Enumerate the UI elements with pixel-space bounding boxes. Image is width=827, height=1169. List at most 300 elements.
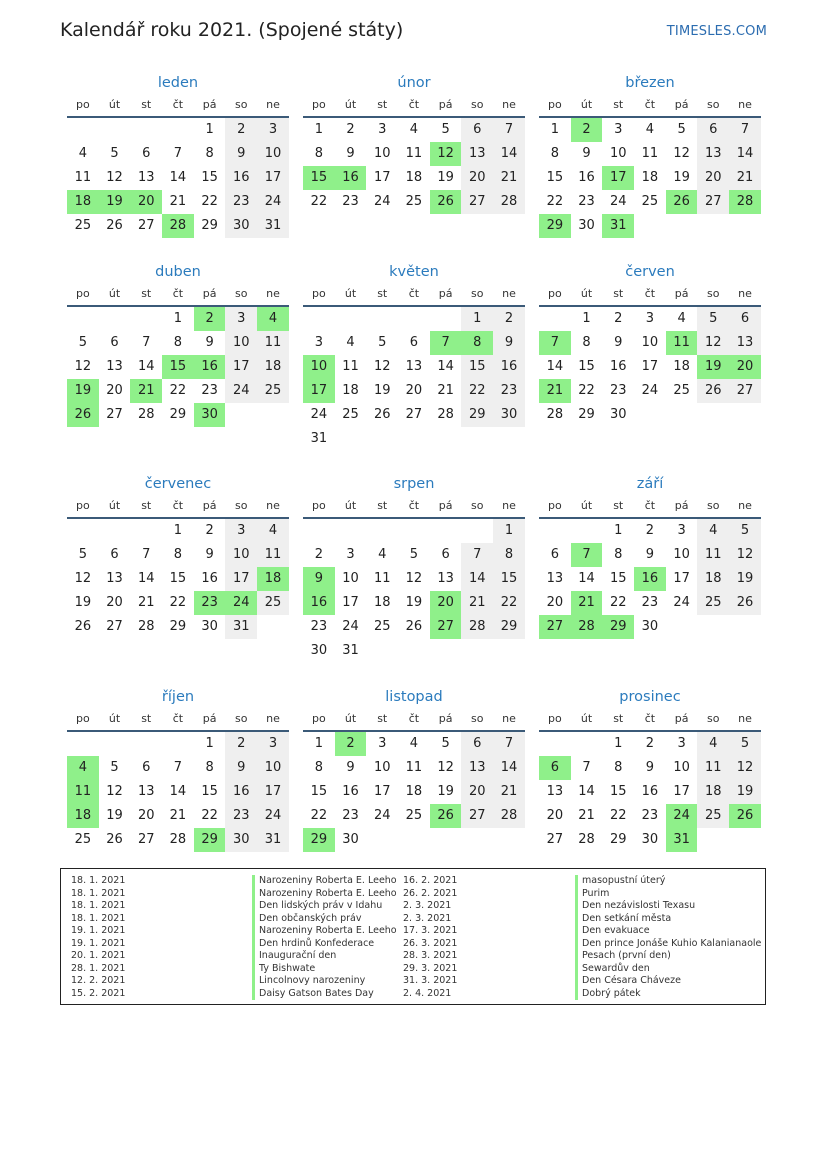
holiday-day[interactable]: 19 <box>67 379 99 403</box>
day[interactable]: 26 <box>106 832 123 847</box>
holiday-day[interactable]: 31 <box>602 214 634 238</box>
holiday-day[interactable]: 24 <box>225 591 257 615</box>
day[interactable]: 8 <box>314 760 323 775</box>
holiday-day[interactable]: 29 <box>194 828 226 852</box>
day[interactable]: 26 <box>373 407 391 422</box>
day[interactable]: 10 <box>609 146 627 161</box>
day[interactable]: 17 <box>225 567 257 591</box>
holiday-day[interactable]: 28 <box>162 214 194 238</box>
day[interactable]: 21 <box>169 194 187 209</box>
day[interactable]: 21 <box>169 808 187 823</box>
day[interactable]: 21 <box>437 383 454 398</box>
day[interactable]: 18 <box>697 780 729 804</box>
day[interactable]: 4 <box>697 732 729 756</box>
day[interactable]: 14 <box>169 170 187 185</box>
day[interactable]: 9 <box>645 547 655 562</box>
day[interactable]: 22 <box>609 595 627 610</box>
day[interactable]: 21 <box>578 808 595 823</box>
day[interactable]: 29 <box>578 407 595 422</box>
day[interactable]: 5 <box>441 122 450 137</box>
holiday-day[interactable]: 17 <box>303 379 335 403</box>
day[interactable]: 1 <box>493 519 525 543</box>
day[interactable]: 19 <box>437 784 454 799</box>
holiday-day[interactable]: 16 <box>303 591 335 615</box>
day[interactable]: 30 <box>641 619 659 634</box>
day[interactable]: 1 <box>550 122 559 137</box>
day[interactable]: 30 <box>609 407 627 422</box>
day[interactable]: 7 <box>142 335 151 350</box>
day[interactable]: 3 <box>645 311 655 326</box>
day[interactable]: 22 <box>609 808 627 823</box>
day[interactable]: 17 <box>373 170 391 185</box>
day[interactable]: 4 <box>378 547 387 562</box>
day[interactable]: 20 <box>461 780 493 804</box>
day[interactable]: 5 <box>110 760 119 775</box>
day[interactable]: 1 <box>205 736 214 751</box>
day[interactable]: 14 <box>729 142 761 166</box>
day[interactable]: 23 <box>578 194 595 209</box>
day[interactable]: 13 <box>137 784 155 799</box>
holiday-day[interactable]: 26 <box>67 403 99 427</box>
day[interactable]: 28 <box>437 407 454 422</box>
day[interactable]: 11 <box>342 359 359 374</box>
day[interactable]: 28 <box>546 407 564 422</box>
holiday-day[interactable]: 26 <box>729 804 761 828</box>
day[interactable]: 31 <box>257 828 289 852</box>
day[interactable]: 14 <box>578 784 595 799</box>
day[interactable]: 11 <box>697 543 729 567</box>
day[interactable]: 10 <box>373 760 391 775</box>
day[interactable]: 30 <box>641 832 659 847</box>
day[interactable]: 20 <box>106 383 123 398</box>
day[interactable]: 31 <box>310 431 328 446</box>
holiday-day[interactable]: 6 <box>539 756 571 780</box>
day[interactable]: 1 <box>582 311 591 326</box>
day[interactable]: 9 <box>645 760 655 775</box>
day[interactable]: 13 <box>461 756 493 780</box>
holiday-day[interactable]: 26 <box>666 190 698 214</box>
day[interactable]: 8 <box>205 760 214 775</box>
day[interactable]: 8 <box>173 547 183 562</box>
holiday-day[interactable]: 20 <box>430 591 462 615</box>
day[interactable]: 22 <box>169 383 187 398</box>
day[interactable]: 18 <box>373 595 391 610</box>
day[interactable]: 14 <box>493 142 525 166</box>
day[interactable]: 19 <box>673 170 690 185</box>
day[interactable]: 18 <box>673 359 690 374</box>
day[interactable]: 12 <box>697 331 729 355</box>
day[interactable]: 24 <box>609 194 627 209</box>
day[interactable]: 30 <box>225 214 257 238</box>
day[interactable]: 13 <box>405 359 423 374</box>
holiday-day[interactable]: 28 <box>571 615 603 639</box>
day[interactable]: 27 <box>405 407 423 422</box>
day[interactable]: 14 <box>169 784 187 799</box>
day[interactable]: 10 <box>673 547 690 562</box>
holiday-day[interactable]: 21 <box>130 379 162 403</box>
day[interactable]: 21 <box>729 166 761 190</box>
holiday-day[interactable]: 21 <box>539 379 571 403</box>
holiday-day[interactable]: 29 <box>539 214 571 238</box>
day[interactable]: 13 <box>461 142 493 166</box>
day[interactable]: 20 <box>697 166 729 190</box>
day[interactable]: 2 <box>645 523 655 538</box>
day[interactable]: 13 <box>437 571 454 586</box>
day[interactable]: 30 <box>493 403 525 427</box>
day[interactable]: 19 <box>437 170 454 185</box>
day[interactable]: 22 <box>493 591 525 615</box>
day[interactable]: 25 <box>697 804 729 828</box>
day[interactable]: 4 <box>677 311 686 326</box>
day[interactable]: 24 <box>257 804 289 828</box>
day[interactable]: 22 <box>201 194 218 209</box>
day[interactable]: 5 <box>441 736 450 751</box>
day[interactable]: 9 <box>493 331 525 355</box>
day[interactable]: 8 <box>614 760 623 775</box>
day[interactable]: 3 <box>378 736 387 751</box>
day[interactable]: 23 <box>342 194 359 209</box>
day[interactable]: 11 <box>257 543 289 567</box>
day[interactable]: 20 <box>137 808 155 823</box>
holiday-day[interactable]: 9 <box>303 567 335 591</box>
day[interactable]: 3 <box>677 523 686 538</box>
holiday-day[interactable]: 7 <box>571 543 603 567</box>
day[interactable]: 28 <box>137 407 155 422</box>
day[interactable]: 12 <box>106 170 123 185</box>
day[interactable]: 9 <box>614 335 623 350</box>
day[interactable]: 12 <box>373 359 391 374</box>
day[interactable]: 21 <box>493 780 525 804</box>
day[interactable]: 10 <box>342 571 359 586</box>
day[interactable]: 21 <box>493 166 525 190</box>
day[interactable]: 30 <box>310 643 328 658</box>
day[interactable]: 17 <box>225 355 257 379</box>
day[interactable]: 23 <box>342 808 359 823</box>
day[interactable]: 18 <box>342 383 359 398</box>
holiday-day[interactable]: 29 <box>602 615 634 639</box>
day[interactable]: 4 <box>409 736 419 751</box>
day[interactable]: 31 <box>342 643 359 658</box>
day[interactable]: 3 <box>257 118 289 142</box>
holiday-day[interactable]: 20 <box>130 190 162 214</box>
day[interactable]: 4 <box>409 122 419 137</box>
day[interactable]: 19 <box>74 595 92 610</box>
day[interactable]: 7 <box>729 118 761 142</box>
day[interactable]: 20 <box>405 383 423 398</box>
day[interactable]: 28 <box>461 615 493 639</box>
day[interactable]: 21 <box>461 591 493 615</box>
day[interactable]: 27 <box>106 407 123 422</box>
day[interactable]: 1 <box>205 122 214 137</box>
holiday-day[interactable]: 15 <box>303 166 335 190</box>
day[interactable]: 10 <box>225 543 257 567</box>
day[interactable]: 26 <box>405 619 423 634</box>
day[interactable]: 15 <box>461 355 493 379</box>
day[interactable]: 29 <box>169 619 187 634</box>
day[interactable]: 4 <box>78 146 87 161</box>
day[interactable]: 22 <box>578 383 595 398</box>
day[interactable]: 25 <box>74 832 92 847</box>
day[interactable]: 7 <box>173 760 183 775</box>
day[interactable]: 25 <box>257 591 289 615</box>
holiday-day[interactable]: 18 <box>67 804 99 828</box>
day[interactable]: 25 <box>257 379 289 403</box>
day[interactable]: 28 <box>493 804 525 828</box>
day[interactable]: 13 <box>546 571 564 586</box>
day[interactable]: 3 <box>314 335 323 350</box>
day[interactable]: 4 <box>645 122 655 137</box>
holiday-day[interactable]: 2 <box>335 732 367 756</box>
day[interactable]: 8 <box>173 335 183 350</box>
day[interactable]: 19 <box>729 780 761 804</box>
day[interactable]: 3 <box>225 307 257 331</box>
holiday-day[interactable]: 28 <box>729 190 761 214</box>
day[interactable]: 5 <box>697 307 729 331</box>
day[interactable]: 6 <box>142 146 151 161</box>
day[interactable]: 14 <box>546 359 564 374</box>
day[interactable]: 23 <box>493 379 525 403</box>
day[interactable]: 6 <box>409 335 419 350</box>
day[interactable]: 13 <box>137 170 155 185</box>
day[interactable]: 29 <box>201 218 218 233</box>
day[interactable]: 6 <box>110 335 119 350</box>
day[interactable]: 10 <box>225 331 257 355</box>
day[interactable]: 12 <box>729 756 761 780</box>
day[interactable]: 7 <box>173 146 183 161</box>
day[interactable]: 15 <box>578 359 595 374</box>
holiday-day[interactable]: 11 <box>666 331 698 355</box>
holiday-day[interactable]: 10 <box>303 355 335 379</box>
holiday-day[interactable]: 15 <box>162 355 194 379</box>
day[interactable]: 21 <box>137 595 155 610</box>
day[interactable]: 2 <box>205 523 214 538</box>
day[interactable]: 16 <box>201 571 218 586</box>
day[interactable]: 8 <box>205 146 214 161</box>
day[interactable]: 14 <box>493 756 525 780</box>
holiday-day[interactable]: 11 <box>67 780 99 804</box>
day[interactable]: 6 <box>550 547 559 562</box>
day[interactable]: 20 <box>106 595 123 610</box>
day[interactable]: 6 <box>110 547 119 562</box>
day[interactable]: 23 <box>201 383 218 398</box>
day[interactable]: 17 <box>373 784 391 799</box>
day[interactable]: 12 <box>106 784 123 799</box>
day[interactable]: 29 <box>461 403 493 427</box>
day[interactable]: 20 <box>461 166 493 190</box>
day[interactable]: 5 <box>78 335 87 350</box>
day[interactable]: 11 <box>373 571 391 586</box>
day[interactable]: 27 <box>137 218 155 233</box>
day[interactable]: 18 <box>641 170 659 185</box>
day[interactable]: 1 <box>614 523 623 538</box>
day[interactable]: 1 <box>614 736 623 751</box>
day[interactable]: 6 <box>697 118 729 142</box>
day[interactable]: 11 <box>405 146 423 161</box>
day[interactable]: 13 <box>106 359 123 374</box>
day[interactable]: 24 <box>673 595 690 610</box>
day[interactable]: 29 <box>493 615 525 639</box>
day[interactable]: 23 <box>225 190 257 214</box>
day[interactable]: 23 <box>641 808 659 823</box>
day[interactable]: 1 <box>461 307 493 331</box>
day[interactable]: 28 <box>493 190 525 214</box>
day[interactable]: 4 <box>697 519 729 543</box>
day[interactable]: 6 <box>441 547 450 562</box>
site-name[interactable]: TIMESLES.COM <box>666 24 767 39</box>
day[interactable]: 22 <box>461 379 493 403</box>
day[interactable]: 27 <box>546 832 564 847</box>
holiday-day[interactable]: 24 <box>666 804 698 828</box>
day[interactable]: 25 <box>405 194 423 209</box>
day[interactable]: 13 <box>106 571 123 586</box>
day[interactable]: 15 <box>201 784 218 799</box>
day[interactable]: 12 <box>74 571 92 586</box>
day[interactable]: 16 <box>342 784 359 799</box>
day[interactable]: 14 <box>137 359 155 374</box>
day[interactable]: 5 <box>409 547 419 562</box>
day[interactable]: 5 <box>378 335 387 350</box>
day[interactable]: 16 <box>578 170 595 185</box>
day[interactable]: 30 <box>578 218 595 233</box>
holiday-day[interactable]: 16 <box>335 166 367 190</box>
day[interactable]: 4 <box>346 335 355 350</box>
day[interactable]: 15 <box>493 567 525 591</box>
holiday-day[interactable]: 29 <box>303 828 335 852</box>
day[interactable]: 19 <box>405 595 423 610</box>
day[interactable]: 22 <box>310 808 328 823</box>
day[interactable]: 2 <box>614 311 623 326</box>
day[interactable]: 5 <box>78 547 87 562</box>
holiday-day[interactable]: 16 <box>634 567 666 591</box>
day[interactable]: 13 <box>697 142 729 166</box>
holiday-day[interactable]: 19 <box>99 190 131 214</box>
day[interactable]: 30 <box>225 828 257 852</box>
day[interactable]: 11 <box>257 331 289 355</box>
day[interactable]: 15 <box>201 170 218 185</box>
day[interactable]: 27 <box>461 190 493 214</box>
day[interactable]: 1 <box>173 311 183 326</box>
day[interactable]: 6 <box>461 732 493 756</box>
day[interactable]: 30 <box>201 619 218 634</box>
day[interactable]: 22 <box>310 194 328 209</box>
day[interactable]: 7 <box>461 543 493 567</box>
day[interactable]: 18 <box>697 567 729 591</box>
day[interactable]: 13 <box>729 331 761 355</box>
day[interactable]: 11 <box>74 170 92 185</box>
day[interactable]: 9 <box>346 146 355 161</box>
day[interactable]: 9 <box>225 142 257 166</box>
day[interactable]: 14 <box>578 571 595 586</box>
day[interactable]: 7 <box>493 118 525 142</box>
day[interactable]: 6 <box>729 307 761 331</box>
holiday-day[interactable]: 20 <box>729 355 761 379</box>
day[interactable]: 20 <box>546 595 564 610</box>
day[interactable]: 25 <box>342 407 359 422</box>
day[interactable]: 6 <box>461 118 493 142</box>
day[interactable]: 18 <box>405 170 423 185</box>
day[interactable]: 12 <box>74 359 92 374</box>
day[interactable]: 26 <box>74 619 92 634</box>
day[interactable]: 24 <box>225 379 257 403</box>
day[interactable]: 27 <box>106 619 123 634</box>
day[interactable]: 11 <box>405 760 423 775</box>
day[interactable]: 22 <box>201 808 218 823</box>
day[interactable]: 14 <box>137 571 155 586</box>
day[interactable]: 23 <box>225 804 257 828</box>
day[interactable]: 8 <box>314 146 323 161</box>
day[interactable]: 2 <box>225 732 257 756</box>
day[interactable]: 17 <box>673 571 690 586</box>
day[interactable]: 4 <box>257 519 289 543</box>
day[interactable]: 25 <box>405 808 423 823</box>
day[interactable]: 2 <box>493 307 525 331</box>
day[interactable]: 20 <box>546 808 564 823</box>
day[interactable]: 25 <box>641 194 659 209</box>
day[interactable]: 25 <box>697 591 729 615</box>
day[interactable]: 2 <box>225 118 257 142</box>
day[interactable]: 31 <box>257 214 289 238</box>
day[interactable]: 16 <box>493 355 525 379</box>
day[interactable]: 16 <box>225 166 257 190</box>
holiday-day[interactable]: 17 <box>602 166 634 190</box>
day[interactable]: 17 <box>673 784 690 799</box>
day[interactable]: 13 <box>546 784 564 799</box>
holiday-day[interactable]: 8 <box>461 331 493 355</box>
holiday-day[interactable]: 27 <box>430 615 462 639</box>
day[interactable]: 10 <box>673 760 690 775</box>
day[interactable]: 22 <box>169 595 187 610</box>
day[interactable]: 15 <box>546 170 564 185</box>
day[interactable]: 19 <box>373 383 391 398</box>
day[interactable]: 5 <box>110 146 119 161</box>
day[interactable]: 3 <box>346 547 355 562</box>
day[interactable]: 28 <box>578 832 595 847</box>
day[interactable]: 18 <box>257 355 289 379</box>
holiday-day[interactable]: 18 <box>67 190 99 214</box>
holiday-day[interactable]: 21 <box>571 591 603 615</box>
day[interactable]: 16 <box>641 784 659 799</box>
day[interactable]: 8 <box>614 547 623 562</box>
day[interactable]: 24 <box>373 808 391 823</box>
day[interactable]: 9 <box>582 146 591 161</box>
day[interactable]: 1 <box>173 523 183 538</box>
holiday-day[interactable]: 31 <box>666 828 698 852</box>
day[interactable]: 9 <box>225 756 257 780</box>
day[interactable]: 11 <box>641 146 659 161</box>
day[interactable]: 7 <box>493 732 525 756</box>
day[interactable]: 5 <box>729 732 761 756</box>
day[interactable]: 24 <box>310 407 328 422</box>
holiday-day[interactable]: 18 <box>257 567 289 591</box>
day[interactable]: 2 <box>346 122 355 137</box>
day[interactable]: 12 <box>405 571 423 586</box>
day[interactable]: 25 <box>74 218 92 233</box>
holiday-day[interactable]: 26 <box>430 804 462 828</box>
day[interactable]: 27 <box>137 832 155 847</box>
day[interactable]: 27 <box>461 804 493 828</box>
holiday-day[interactable]: 4 <box>257 307 289 331</box>
day[interactable]: 6 <box>142 760 151 775</box>
day[interactable]: 29 <box>169 407 187 422</box>
day[interactable]: 3 <box>378 122 387 137</box>
day[interactable]: 9 <box>205 335 214 350</box>
day[interactable]: 1 <box>314 122 323 137</box>
holiday-day[interactable]: 27 <box>539 615 571 639</box>
day[interactable]: 1 <box>314 736 323 751</box>
day[interactable]: 10 <box>257 142 289 166</box>
day[interactable]: 14 <box>461 567 493 591</box>
day[interactable]: 28 <box>169 832 187 847</box>
